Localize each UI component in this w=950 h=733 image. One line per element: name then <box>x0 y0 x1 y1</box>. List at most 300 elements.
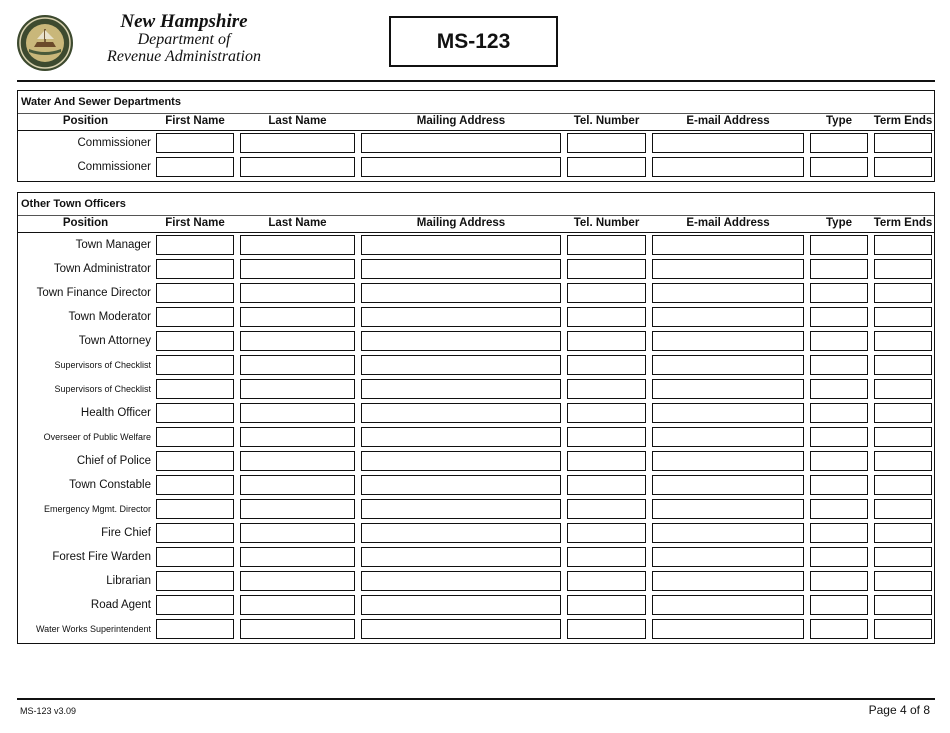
email-field-cell <box>649 305 807 329</box>
mailing-address-field[interactable] <box>361 307 561 327</box>
column-header: Term Ends <box>873 115 933 127</box>
term-ends-field[interactable] <box>874 307 932 327</box>
mailing-address-field[interactable] <box>361 403 561 423</box>
mailing-address-field-cell <box>358 569 564 593</box>
tel-number-field[interactable] <box>567 259 646 279</box>
type-field-cell <box>807 257 871 281</box>
email-field-cell <box>649 281 807 305</box>
email-field[interactable] <box>652 259 804 279</box>
term-ends-field[interactable] <box>874 451 932 471</box>
email-field-cell <box>649 617 807 641</box>
type-field[interactable] <box>810 355 868 375</box>
type-field-cell <box>807 545 871 569</box>
tel-number-field-cell <box>564 377 649 401</box>
column-header: Last Name <box>268 115 327 127</box>
term-ends-field-cell <box>871 281 935 305</box>
term-ends-field-cell <box>871 593 935 617</box>
tel-number-field-cell <box>564 425 649 449</box>
email-field[interactable] <box>652 157 804 177</box>
last-name-field[interactable] <box>240 475 355 495</box>
email-field-cell <box>649 569 807 593</box>
tel-number-field[interactable] <box>567 427 646 447</box>
position-label: Emergency Mgmt. Director <box>43 504 151 514</box>
tel-number-field[interactable] <box>567 595 646 615</box>
type-field[interactable] <box>810 157 868 177</box>
column-header: Mailing Address <box>416 217 506 229</box>
first-name-field-cell <box>153 425 237 449</box>
email-field-cell <box>649 473 807 497</box>
position-label: Fire Chief <box>101 527 151 539</box>
last-name-field[interactable] <box>240 403 355 423</box>
term-ends-field[interactable] <box>874 157 932 177</box>
last-name-field-cell <box>237 233 358 257</box>
position-label: Supervisors of Checklist <box>54 384 151 394</box>
term-ends-field[interactable] <box>874 475 932 495</box>
mailing-address-field-cell <box>358 425 564 449</box>
tel-number-field[interactable] <box>567 235 646 255</box>
first-name-field[interactable] <box>156 547 234 567</box>
column-header: Position <box>62 115 109 127</box>
email-field[interactable] <box>652 235 804 255</box>
email-field-cell <box>649 401 807 425</box>
email-field-cell <box>649 155 807 179</box>
mailing-address-field[interactable] <box>361 331 561 351</box>
officer-row <box>18 155 934 179</box>
first-name-field-cell <box>153 497 237 521</box>
email-field-cell <box>649 425 807 449</box>
mailing-address-field[interactable] <box>361 283 561 303</box>
position-label: Chief of Police <box>76 455 151 467</box>
first-name-field-cell <box>153 593 237 617</box>
tel-number-field[interactable] <box>567 307 646 327</box>
position-label: Health Officer <box>80 407 151 419</box>
first-name-field[interactable] <box>156 403 234 423</box>
email-field-cell <box>649 593 807 617</box>
mailing-address-field-cell <box>358 593 564 617</box>
last-name-field[interactable] <box>240 235 355 255</box>
mailing-address-field[interactable] <box>361 451 561 471</box>
last-name-field-cell <box>237 593 358 617</box>
column-header: Position <box>62 217 109 229</box>
first-name-field[interactable] <box>156 379 234 399</box>
tel-number-field-cell <box>564 401 649 425</box>
type-field[interactable] <box>810 523 868 543</box>
first-name-field[interactable] <box>156 619 234 639</box>
tel-number-field[interactable] <box>567 475 646 495</box>
email-field-cell <box>649 233 807 257</box>
officer-row <box>18 401 934 425</box>
first-name-field[interactable] <box>156 307 234 327</box>
last-name-field-cell <box>237 569 358 593</box>
section-title: Water And Sewer Departments <box>18 91 934 114</box>
officer-row <box>18 281 934 305</box>
type-field-cell <box>807 353 871 377</box>
last-name-field[interactable] <box>240 427 355 447</box>
last-name-field-cell <box>237 329 358 353</box>
term-ends-field[interactable] <box>874 499 932 519</box>
first-name-field-cell <box>153 233 237 257</box>
dept-line1: Department of <box>137 30 231 48</box>
mailing-address-field-cell <box>358 401 564 425</box>
email-field[interactable] <box>652 547 804 567</box>
term-ends-field-cell <box>871 497 935 521</box>
tel-number-field[interactable] <box>567 547 646 567</box>
first-name-field-cell <box>153 155 237 179</box>
first-name-field-cell <box>153 353 237 377</box>
column-header: Type <box>826 115 852 127</box>
email-field[interactable] <box>652 379 804 399</box>
mailing-address-field-cell <box>358 545 564 569</box>
tel-number-field-cell <box>564 305 649 329</box>
first-name-field[interactable] <box>156 499 234 519</box>
form-id-box: MS-123 <box>389 16 558 67</box>
first-name-field-cell <box>153 521 237 545</box>
last-name-field[interactable] <box>240 355 355 375</box>
last-name-field-cell <box>237 131 358 155</box>
email-field-cell <box>649 257 807 281</box>
last-name-field[interactable] <box>240 595 355 615</box>
column-header: Term Ends <box>873 217 933 229</box>
mailing-address-field[interactable] <box>361 499 561 519</box>
mailing-address-field[interactable] <box>361 475 561 495</box>
term-ends-field-cell <box>871 617 935 641</box>
officer-row <box>18 305 934 329</box>
first-name-field[interactable] <box>156 451 234 471</box>
tel-number-field-cell <box>564 131 649 155</box>
term-ends-field[interactable] <box>874 571 932 591</box>
last-name-field[interactable] <box>240 547 355 567</box>
position-label: Overseer of Public Welfare <box>43 432 151 442</box>
mailing-address-field-cell <box>358 449 564 473</box>
first-name-field[interactable] <box>156 523 234 543</box>
last-name-field-cell <box>237 497 358 521</box>
mailing-address-field[interactable] <box>361 571 561 591</box>
type-field[interactable] <box>810 547 868 567</box>
first-name-field-cell <box>153 281 237 305</box>
tel-number-field-cell <box>564 617 649 641</box>
first-name-field-cell <box>153 569 237 593</box>
term-ends-field[interactable] <box>874 595 932 615</box>
mailing-address-field[interactable] <box>361 259 561 279</box>
mailing-address-field[interactable] <box>361 547 561 567</box>
tel-number-field-cell <box>564 329 649 353</box>
mailing-address-field-cell <box>358 329 564 353</box>
mailing-address-field[interactable] <box>361 235 561 255</box>
last-name-field[interactable] <box>240 619 355 639</box>
type-field[interactable] <box>810 133 868 153</box>
email-field[interactable] <box>652 451 804 471</box>
page-number: Page 4 of 8 <box>868 703 930 717</box>
first-name-field-cell <box>153 377 237 401</box>
email-field-cell <box>649 329 807 353</box>
mailing-address-field[interactable] <box>361 523 561 543</box>
email-field-cell <box>649 377 807 401</box>
last-name-field-cell <box>237 257 358 281</box>
mailing-address-field-cell <box>358 155 564 179</box>
first-name-field[interactable] <box>156 595 234 615</box>
tel-number-field[interactable] <box>567 331 646 351</box>
term-ends-field[interactable] <box>874 619 932 639</box>
email-field[interactable] <box>652 283 804 303</box>
position-label: Commissioner <box>77 137 151 149</box>
type-field-cell <box>807 449 871 473</box>
dept-line2: Revenue Administration <box>107 47 261 65</box>
term-ends-field-cell <box>871 353 935 377</box>
position-label: Town Moderator <box>68 311 151 323</box>
last-name-field[interactable] <box>240 157 355 177</box>
type-field[interactable] <box>810 235 868 255</box>
term-ends-field-cell <box>871 257 935 281</box>
tel-number-field[interactable] <box>567 355 646 375</box>
mailing-address-field-cell <box>358 281 564 305</box>
last-name-field-cell <box>237 617 358 641</box>
position-label: Commissioner <box>77 161 151 173</box>
email-field[interactable] <box>652 355 804 375</box>
term-ends-field[interactable] <box>874 427 932 447</box>
other-town-officers-section <box>17 192 935 644</box>
type-field-cell <box>807 131 871 155</box>
last-name-field[interactable] <box>240 283 355 303</box>
first-name-field[interactable] <box>156 355 234 375</box>
column-header: Type <box>826 217 852 229</box>
first-name-field-cell <box>153 545 237 569</box>
officer-row <box>18 473 934 497</box>
first-name-field[interactable] <box>156 571 234 591</box>
term-ends-field[interactable] <box>874 283 932 303</box>
type-field-cell <box>807 473 871 497</box>
tel-number-field[interactable] <box>567 283 646 303</box>
type-field[interactable] <box>810 427 868 447</box>
last-name-field[interactable] <box>240 523 355 543</box>
section-title: Other Town Officers <box>18 193 934 216</box>
term-ends-field-cell <box>871 377 935 401</box>
email-field[interactable] <box>652 595 804 615</box>
type-field[interactable] <box>810 283 868 303</box>
officer-row <box>18 329 934 353</box>
type-field-cell <box>807 155 871 179</box>
email-field[interactable] <box>652 475 804 495</box>
tel-number-field-cell <box>564 545 649 569</box>
term-ends-field[interactable] <box>874 403 932 423</box>
mailing-address-field-cell <box>358 233 564 257</box>
type-field-cell <box>807 497 871 521</box>
last-name-field-cell <box>237 353 358 377</box>
last-name-field[interactable] <box>240 259 355 279</box>
tel-number-field-cell <box>564 473 649 497</box>
state-name: New Hampshire <box>120 11 248 32</box>
type-field-cell <box>807 617 871 641</box>
officer-row <box>18 233 934 257</box>
tel-number-field-cell <box>564 593 649 617</box>
position-label: Town Finance Director <box>36 287 151 299</box>
term-ends-field-cell <box>871 449 935 473</box>
column-header: First Name <box>165 217 225 229</box>
type-field[interactable] <box>810 499 868 519</box>
term-ends-field-cell <box>871 569 935 593</box>
first-name-field-cell <box>153 401 237 425</box>
mailing-address-field[interactable] <box>361 379 561 399</box>
type-field[interactable] <box>810 259 868 279</box>
header-divider <box>17 80 935 82</box>
tel-number-field[interactable] <box>567 451 646 471</box>
email-field-cell <box>649 353 807 377</box>
term-ends-field[interactable] <box>874 259 932 279</box>
email-field[interactable] <box>652 499 804 519</box>
first-name-field[interactable] <box>156 133 234 153</box>
email-field[interactable] <box>652 331 804 351</box>
mailing-address-field[interactable] <box>361 595 561 615</box>
last-name-field[interactable] <box>240 499 355 519</box>
type-field[interactable] <box>810 331 868 351</box>
tel-number-field[interactable] <box>567 157 646 177</box>
position-label: Forest Fire Warden <box>52 551 151 563</box>
officer-row <box>18 497 934 521</box>
tel-number-field[interactable] <box>567 523 646 543</box>
last-name-field[interactable] <box>240 451 355 471</box>
type-field[interactable] <box>810 307 868 327</box>
column-header: Last Name <box>268 217 327 229</box>
tel-number-field-cell <box>564 257 649 281</box>
position-label: Librarian <box>106 575 151 587</box>
officer-row <box>18 569 934 593</box>
mailing-address-field-cell <box>358 617 564 641</box>
first-name-field-cell <box>153 329 237 353</box>
email-field-cell <box>649 131 807 155</box>
column-header: Tel. Number <box>573 217 640 229</box>
mailing-address-field-cell <box>358 377 564 401</box>
column-header: Mailing Address <box>416 115 506 127</box>
last-name-field[interactable] <box>240 331 355 351</box>
tel-number-field[interactable] <box>567 403 646 423</box>
last-name-field-cell <box>237 473 358 497</box>
tel-number-field-cell <box>564 521 649 545</box>
type-field[interactable] <box>810 403 868 423</box>
term-ends-field[interactable] <box>874 133 932 153</box>
term-ends-field[interactable] <box>874 235 932 255</box>
officer-row <box>18 617 934 641</box>
term-ends-field-cell <box>871 155 935 179</box>
tel-number-field[interactable] <box>567 499 646 519</box>
type-field[interactable] <box>810 379 868 399</box>
term-ends-field-cell <box>871 305 935 329</box>
first-name-field[interactable] <box>156 259 234 279</box>
term-ends-field-cell <box>871 329 935 353</box>
term-ends-field-cell <box>871 401 935 425</box>
position-label: Town Manager <box>75 239 151 251</box>
tel-number-field[interactable] <box>567 571 646 591</box>
first-name-field-cell <box>153 617 237 641</box>
column-header: Tel. Number <box>573 115 640 127</box>
email-field[interactable] <box>652 523 804 543</box>
mailing-address-field[interactable] <box>361 133 561 153</box>
tel-number-field[interactable] <box>567 379 646 399</box>
tel-number-field-cell <box>564 233 649 257</box>
term-ends-field[interactable] <box>874 523 932 543</box>
term-ends-field-cell <box>871 233 935 257</box>
type-field[interactable] <box>810 475 868 495</box>
tel-number-field[interactable] <box>567 619 646 639</box>
position-label: Road Agent <box>90 599 151 611</box>
mailing-address-field[interactable] <box>361 355 561 375</box>
officer-row <box>18 377 934 401</box>
type-field[interactable] <box>810 571 868 591</box>
tel-number-field[interactable] <box>567 133 646 153</box>
type-field[interactable] <box>810 451 868 471</box>
water-sewer-section <box>17 90 935 182</box>
first-name-field-cell <box>153 305 237 329</box>
mailing-address-field-cell <box>358 305 564 329</box>
term-ends-field[interactable] <box>874 355 932 375</box>
type-field[interactable] <box>810 595 868 615</box>
first-name-field-cell <box>153 449 237 473</box>
email-field[interactable] <box>652 619 804 639</box>
email-field-cell <box>649 545 807 569</box>
last-name-field[interactable] <box>240 379 355 399</box>
first-name-field[interactable] <box>156 283 234 303</box>
position-label: Water Works Superintendent <box>35 624 151 634</box>
last-name-field-cell <box>237 155 358 179</box>
first-name-field-cell <box>153 131 237 155</box>
type-field-cell <box>807 401 871 425</box>
last-name-field-cell <box>237 449 358 473</box>
mailing-address-field[interactable] <box>361 619 561 639</box>
first-name-field-cell <box>153 473 237 497</box>
mailing-address-field-cell <box>358 257 564 281</box>
state-seal-logo <box>16 14 74 72</box>
last-name-field[interactable] <box>240 571 355 591</box>
last-name-field[interactable] <box>240 307 355 327</box>
email-field-cell <box>649 449 807 473</box>
mailing-address-field-cell <box>358 131 564 155</box>
type-field[interactable] <box>810 619 868 639</box>
term-ends-field-cell <box>871 521 935 545</box>
tel-number-field-cell <box>564 449 649 473</box>
term-ends-field-cell <box>871 473 935 497</box>
tel-number-field-cell <box>564 155 649 179</box>
type-field-cell <box>807 377 871 401</box>
last-name-field-cell <box>237 425 358 449</box>
last-name-field[interactable] <box>240 133 355 153</box>
first-name-field[interactable] <box>156 427 234 447</box>
first-name-field[interactable] <box>156 475 234 495</box>
email-field[interactable] <box>652 133 804 153</box>
footer-divider <box>17 698 935 700</box>
column-header: E-mail Address <box>686 115 770 127</box>
tel-number-field-cell <box>564 353 649 377</box>
email-field[interactable] <box>652 403 804 423</box>
email-field[interactable] <box>652 307 804 327</box>
term-ends-field[interactable] <box>874 331 932 351</box>
mailing-address-field[interactable] <box>361 157 561 177</box>
email-field[interactable] <box>652 571 804 591</box>
first-name-field[interactable] <box>156 235 234 255</box>
mailing-address-field-cell <box>358 521 564 545</box>
mailing-address-field-cell <box>358 353 564 377</box>
first-name-field[interactable] <box>156 157 234 177</box>
email-field[interactable] <box>652 427 804 447</box>
position-label: Town Attorney <box>78 335 151 347</box>
term-ends-field[interactable] <box>874 547 932 567</box>
officer-row <box>18 131 934 155</box>
term-ends-field-cell <box>871 425 935 449</box>
column-header: E-mail Address <box>686 217 770 229</box>
mailing-address-field[interactable] <box>361 427 561 447</box>
column-header-row <box>18 216 934 233</box>
first-name-field[interactable] <box>156 331 234 351</box>
term-ends-field[interactable] <box>874 379 932 399</box>
officer-row <box>18 593 934 617</box>
type-field-cell <box>807 305 871 329</box>
